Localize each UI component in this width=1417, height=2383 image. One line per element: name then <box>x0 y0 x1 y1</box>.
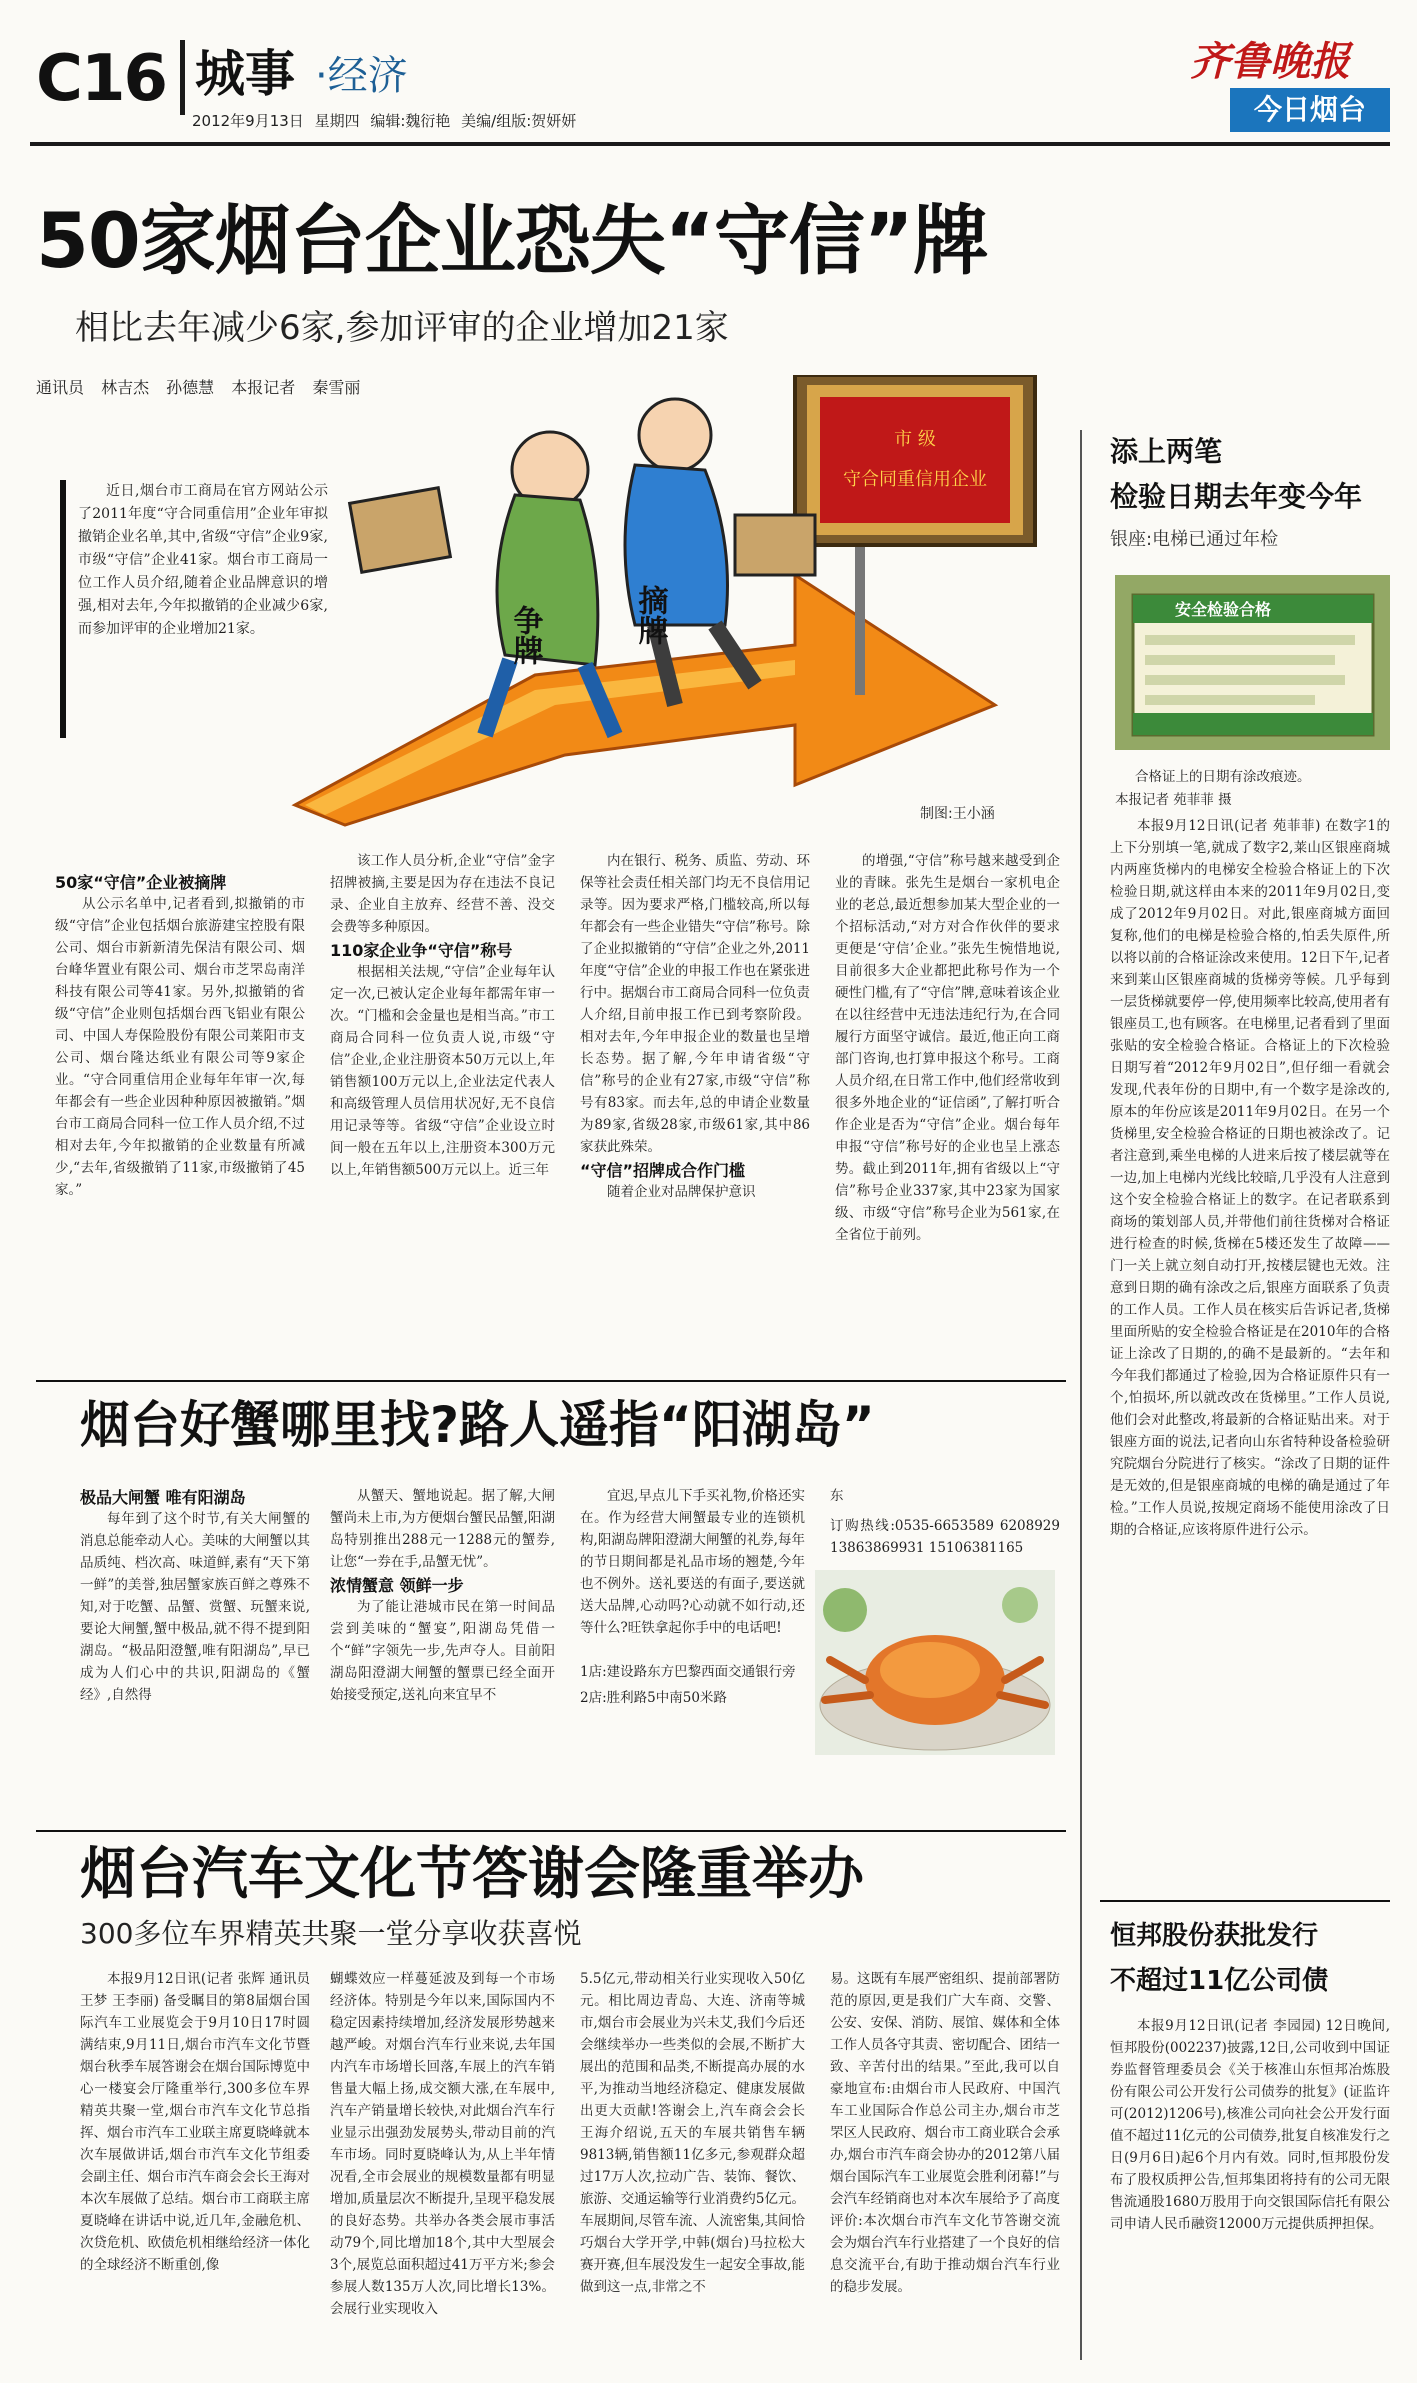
sidebar1-title-2: 检验日期去年变今年 <box>1110 480 1363 513</box>
story3-text-2: 蝴蝶效应一样蔓延波及到每一个市场经济体。特别是今年以来,国际国内不稳定因素持续增加,经济发展形势越来越严峻。对烟台汽车行业来说,去年国内汽车市场增长回落,车展上的汽车销售量大幅上扬,成交额大涨,在车展中,汽车产销量增长较快,对此烟台汽车行业显示出强劲发展势头,带动目前的汽车市场。同时夏晓峰认为,从上半年情况看,全市会展业的规模数量都有明显增加,质量层次不断提升,呈现平稳发展的良好态势。共举办各类会展市事活动79个,同比增加18个,其中大型展会3个,展览总面积超过41万平方米;参会参展人数135万人次,同比增长13%。会展行业实现收入 <box>330 1971 555 2317</box>
store-address-2: 2店:胜利路5中南50米路 <box>580 1690 727 1706</box>
story1-subhead: 相比去年减少6家,参加评审的企业增加21家 <box>75 308 729 348</box>
inspection-certificate-photo <box>1115 575 1390 750</box>
story2-subhead-1: 极品大闸蟹 唯有阳湖岛 <box>80 1488 246 1507</box>
story3-text-3: 5.5亿元,带动相关行业实现收入50亿元。相比周边青岛、大连、济南等城市,烟台市会展业为兴未艾,我们今后还会继续举办一些类似的会展,不断扩大展出的范围和品类,不断提高办展的水平,为推动当地经济稳定、健康发展做出更大贡献!答谢会上,汽车商会会长王海介绍说,五天的车展共销售车辆9813辆,销售额11亿多元,参观群众超过17万人次,拉动广告、装饰、餐饮、旅游、交通运输等行业消费约5亿元。车展期间,尽管车流、人流密集,其间恰巧烟台大学开学,中韩(烟台)马拉松大赛开赛,但车展没发生一起安全事故,能做到这一点,非常之不 <box>580 1971 805 2295</box>
section-title: 城事 <box>195 45 295 103</box>
story1-column-1 <box>55 870 305 1365</box>
story2-text-1: 每年到了这个时节,有关大闸蟹的消息总能牵动人心。美味的大闸蟹以其品质纯、档次高、味道鲜,素有“天下第一鲜”的美誉,独居蟹家族百鲜之尊殊不知,对于吃蟹、品蟹、赏蟹、玩蟹来说,要论大闸蟹,蟹中极品,就不得不提到阳湖岛。“极品阳澄蟹,唯有阳湖岛”,早已成为人们心中的共识,阳湖岛的《蟹经》,自然得 <box>80 1511 310 1703</box>
story2-column-3 <box>580 1485 805 1815</box>
sidebar1-text: 本报9月12日讯(记者 苑菲菲) 在数字1的上下分别填一笔,就成了数字2,莱山区银座商城内两座货梯内的电梯安全检验合格证上的下次检验日期,就这样由本来的2011年9月02日,变成了2012年9月02日。对此,银座商城方面回复称,他们的电梯是检验合格的,怕丢失原件,所以将以前的合格证涂改来使用。12日下午,记者来到莱山区银座商城的货梯旁等候。几乎每到一层货梯就要停一停,使用频率比较高,使用者有银座员工,也有顾客。在电梯里,记者看到了里面张贴的安全检验合格证。合格证上的下次检验日期写着“2012年9月02日”,但仔细一看就会发现,代表年份的日期中,有一个数字是涂改的,原本的年份应该是2011年9月02日。在另一个货梯里,安全检验合格证的日期也被涂改了。记者注意到,乘坐电梯的人进来后按了楼层就等在一边,加上电梯内光线比较暗,几乎没有人注意到这个安全检验合格证上的数字。在记者联系到商场的策划部人员,并带他们前往货梯对合格证进行检查的时候,货梯在5楼还发生了故障——门一关上就立刻自动打开,按楼层键也无效。注意到日期的确有涂改之后,银座方面联系了负责的工作人员。工作人员在核实后告诉记者,货梯里面所贴的安全检验合格证是在2010年的合格证上涂改了日期的,的确不是最新的。“去年和今年我们都通过了检验,因为合格证原件只有一个,怕损坏,所以就改改在货梯里。”工作人员说,他们会对此整改,将最新的合格证贴出来。对于银座方面的说法,记者向山东省特种设备检验研究院烟台分院进行了核实。“涂改了日期的证件是无效的,但是银座商城的电梯的确是通过了年检。”工作人员说,按规定商场不能使用涂改了日期的合格证,应该将原件进行公示。 <box>1110 818 1390 1538</box>
lead-paragraph: 近日,烟台市工商局在官方网站公示了2011年度“守合同重信用”企业年审拟撤销企业名单,其中,省级“守信”企业9家,市级“守信”企业41家。烟台市工商局一位工作人员介绍,随着企业品牌意识的增强,相对去年,今年拟撤销的企业减少6家,而参加评审的企业增加21家。 <box>78 483 328 637</box>
story1-column-3 <box>580 850 810 1365</box>
story1-text-4: 的增强,“守信”称号越来越受到企业的青睐。张先生是烟台一家机电企业的老总,最近想参加某大型企业的一个招标活动,“对方对合作伙伴的要求更便是‘守信’企业。”张先生惋惜地说,目前很多大企业都把此称号作为一个硬性门槛,有了“守信”牌,意味着该企业在以往经营中无违法违纪行为,在合同履行方面坚守诚信。最近,他正向工商部门咨询,也打算申报这个称号。工商人员介绍,在日常工作中,他们经常收到很多外地企业的“证信函”,了解打听合作企业是否为“守信”企业。烟台每年申报“守信”称号好的企业也呈上涨态势。截止到2011年,拥有省级以上“守信”称号企业337家,其中23家为国家级、市级“守信”称号企业为561家,在全省位于前列。 <box>835 853 1060 1243</box>
story3-column-1 <box>80 1968 310 2363</box>
page-number: C16 <box>36 42 167 116</box>
story3-column-2 <box>330 1968 555 2363</box>
cartoon-credit: 制图:王小涵 <box>920 806 995 822</box>
story3-text-1: 本报9月12日讯(记者 张辉 通讯员 王梦 王李丽) 备受瞩目的第8届烟台国际汽车工业展览会于9月10日17时圆满结束,9月11日,烟台市汽车文化节暨烟台秋季车展答谢会在烟台国际博览中心一楼宴会厅隆重举行,300多位车界精英共聚一堂,烟台市汽车文化节总指挥、烟台市汽车工业联主席夏晓峰就本次车展做讲话,烟台市汽车文化节组委会副主任、烟台市汽车商会会长王海对本次车展做了总结。烟台市工商联主席夏晓峰在讲话中说,近几年,金融危机、次贷危机、欧债危机相继给经济一体化的全球经济不断重创,像 <box>80 1971 310 2273</box>
story1-text-3b: 随着企业对品牌保护意识 <box>607 1184 756 1200</box>
sidebar2-title-2: 不超过11亿公司债 <box>1110 1966 1329 1996</box>
crab-photo <box>815 1570 1055 1755</box>
story2-column-1 <box>80 1485 310 1815</box>
story1-subhead-2: 110家企业争“守信”称号 <box>330 941 513 960</box>
story1-byline: 通讯员 林吉杰 孙德慧 本报记者 秦雪丽 <box>36 378 361 397</box>
story1-subhead-1: 50家“守信”企业被摘牌 <box>55 873 227 892</box>
sidebar1-deck: 银座:电梯已通过年检 <box>1110 529 1279 550</box>
header-rule <box>30 142 1390 146</box>
sidebar-divider <box>1100 1900 1390 1902</box>
store-address-1: 1店:建设路东方巴黎西面交通银行旁 <box>580 1664 796 1680</box>
story1-subhead-3: “守信”招牌成合作门槛 <box>580 1161 746 1180</box>
story2-text-4: 东 <box>830 1488 844 1504</box>
lead-paragraph-box <box>60 480 328 738</box>
story2-column-2 <box>330 1485 555 1815</box>
story3-subhead: 300多位车界精英共聚一堂分享收获喜悦 <box>80 1917 582 1950</box>
story3-column-4 <box>830 1968 1060 2363</box>
story1-column-2 <box>330 850 555 1365</box>
story1-headline: 50家烟台企业恐失“守信”牌 <box>36 196 988 285</box>
story3-column-3 <box>580 1968 805 2363</box>
photo-caption: 合格证上的日期有涂改痕迹。 <box>1135 769 1311 785</box>
sidebar-rule <box>1080 430 1082 2360</box>
story2-subhead-2: 浓情蟹意 领鲜一步 <box>330 1576 464 1595</box>
svg-text:争牌: 争牌 <box>507 605 543 665</box>
story2-column-4 <box>830 1485 1060 1565</box>
plaque-line1: 市 级 <box>894 429 936 450</box>
newspaper-logo: 齐鲁晚报 <box>1190 38 1350 85</box>
sidebar1-body <box>1110 815 1390 1860</box>
story2-text-3: 宜迟,早点儿下手买礼物,价格还实在。作为经营大闸蟹最专业的连锁机构,阳湖岛牌阳澄湖大闸蟹的礼券,每年的节日期间都是礼品市场的翘楚,今年也不例外。送礼要送的有面子,要送就送大品牌,心动吗?心动就不如行动,还等什么?旺铁拿起你手中的电话吧! <box>580 1488 805 1636</box>
sidebar1-title-1: 添上两笔 <box>1110 435 1223 468</box>
region-tag: 今日烟台 <box>1230 88 1390 132</box>
story2-text-2: 从蟹天、蟹地说起。据了解,大闸蟹尚未上市,为方便烟台蟹民品蟹,阳湖岛特别推出288元一1288元的蟹券,让您“一券在手,品蟹无忧”。 <box>330 1488 555 1570</box>
story1-text-3: 内在银行、税务、质监、劳动、环保等社会责任相关部门均无不良信用记录等。因为要求严格,门槛较高,所以每年都会有一些企业错失“守信”称号。除了企业拟撤销的“守信”企业之外,2011年度“守信”企业的申报工作也在紧张进行中。据烟台市工商局合同科一位负责人介绍,目前申报工作已到考察阶段。相对去年,今年申报企业的数量也呈增长态势。据了解,今年申请省级“守信”称号的企业有27家,市级“守信”称号有83家。而去年,总的申请企业数量为89家,省级28家,市级61家,其中86家获此殊荣。 <box>580 853 810 1155</box>
story1-column-4 <box>835 850 1060 1365</box>
story1-text-1: 从公示名单中,记者看到,拟撤销的市级“守信”企业包括烟台旅游建宝控股有限公司、烟台市新新清先保洁有限公司、烟台峰华置业有限公司、烟台市芝罘岛南洋科技有限公司等41家。另外,拟撤销的省级“守信”企业则包括烟台西飞铝业有限公司、中国人寿保险股份有限公司莱阳市支公司、烟台隆达纸业有限公司等9家企业。“守合同重信用企业每年年审一次,每年都会有一些企业因种种原因被撤销。”烟台市工商局合同科一位工作人员介绍,不过相对去年,今年拟撤销的企业数量有所减少,“去年,省级撤销了11家,市级撤销了45家。” <box>55 896 305 1198</box>
story-divider-1 <box>36 1380 1066 1382</box>
cartoon-illustration <box>235 375 1105 835</box>
story3-headline: 烟台汽车文化节答谢会隆重举办 <box>80 1842 864 1907</box>
sidebar2-text: 本报9月12日讯(记者 李园园) 12日晚间,恒邦股份(002237)披露,12日,公司收到中国证券监督管理委员会《关于核准山东恒邦冶炼股份有限公司公开发行公司债券的批复》(证监许可(2012)1206号),核准公司向社会公开发行面值不超过11亿元的公司债券,批复自核准发行之日(9月6日)起6个月内有效。同时,恒邦股份发布了股权质押公告,恒邦集团将持有的公司无限售流通股1680万股用于向交银国际信托有限公司申请人民币融资12000万元提供质押担保。 <box>1110 2018 1390 2232</box>
section-subtitle: ·经济 <box>315 53 408 99</box>
sidebar2-title-1: 恒邦股份获批发行 <box>1110 1921 1319 1951</box>
svg-text:摘牌: 摘牌 <box>632 585 668 645</box>
plaque-line2: 守合同重信用企业 <box>843 469 987 490</box>
story1-text-2b: 根据相关法规,“守信”企业每年认定一次,已被认定企业每年都需年审一次。“门槛和会金量也是相当高。”市工商局合同科一位负责人说,市级“守信”企业,企业注册资本50万元以上,年销售额100万元以上,企业法定代表人和高级管理人员信用状况好,无不良信用记录等等。省级“守信”企业设立时间一般在五年以上,注册资本300万元以上,年销售额500万元以上。近三年 <box>330 964 555 1178</box>
photo-credit: 本报记者 苑菲菲 摄 <box>1115 792 1232 808</box>
certificate-label: 安全检验合格 <box>1175 600 1272 619</box>
story2-text-2b: 为了能让港城市民在第一时间品尝到美味的“蟹宴”,阳湖岛凭借一个“鲜”字领先一步,先声夺人。目前阳湖岛阳澄湖大闸蟹的蟹票已经全面开始接受预定,送礼向来宜早不 <box>330 1599 555 1703</box>
order-hotline: 订购热线:0535-6653589 6208929 13863869931 15106381165 <box>830 1518 1060 1556</box>
sidebar2-body <box>1110 2015 1390 2365</box>
story1-text-2: 该工作人员分析,企业“守信”金字招牌被摘,主要是因为存在违法不良记录、企业自主放弃、经营不善、没交会费等多种原因。 <box>330 853 555 935</box>
masthead-divider <box>180 40 185 115</box>
issue-meta: 2012年9月13日 星期四 编辑:魏衍艳 美编/组版:贺妍妍 <box>192 112 577 130</box>
story3-text-4: 易。这既有车展严密组织、提前部署防范的原因,更是我们广大车商、交警、公安、安保、消防、展馆、媒体和全体工作人员各守其责、密切配合、团结一致、辛苦付出的结果。”至此,我可以自豪地宣布:由烟台市人民政府、中国汽车工业国际合作总公司主办,烟台市芝罘区人民政府、烟台市工商业联合会承办,烟台市汽车商会协办的2012第八届烟台国际汽车工业展览会胜利闭幕!”与会汽车经销商也对本次车展给予了高度评价:本次烟台市汽车文化节答谢交流会为烟台汽车行业搭建了一个良好的信息交流平台,有助于推动烟台汽车行业的稳步发展。 <box>830 1971 1060 2295</box>
story2-headline: 烟台好蟹哪里找?路人遥指“阳湖岛” <box>80 1396 875 1454</box>
